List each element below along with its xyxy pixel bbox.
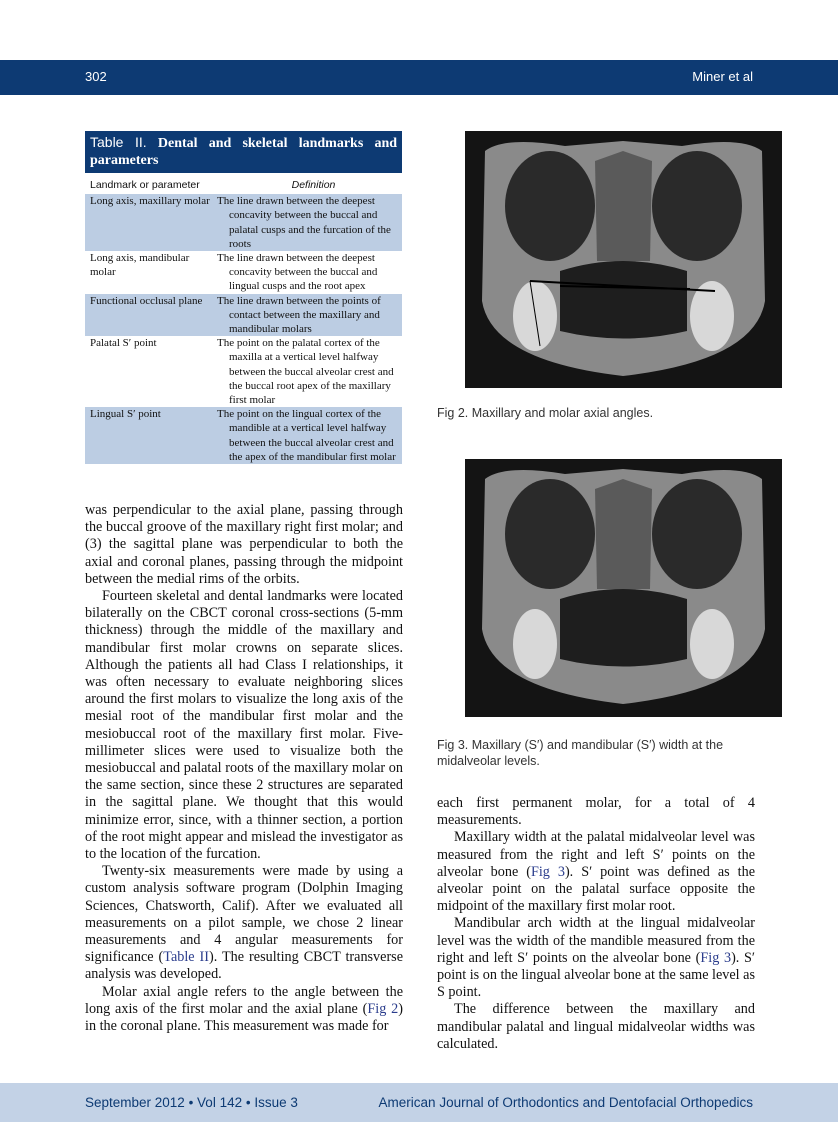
table-link[interactable]: Table II: [163, 949, 210, 966]
paragraph: Mandibular arch width at the lingual midalveolar level was the width of the mandible measured from the right and left S′ points on the alveolar bone (Fig 3). S′ point is on the lingual alveolar bone at the same level as S point.: [437, 915, 755, 1001]
paragraph: Molar axial angle refers to the angle between the long axis of the first molar and the axial plane (Fig 2) in the coronal plane. This measurement was made for: [85, 983, 403, 1035]
table-row: Palatal S′ point The point on the palatal cortex of the maxilla at a vertical level halfway between the buccal alveolar crest and the buccal root apex of the maxillary first molar: [90, 337, 394, 407]
table-title: Table II. Dental and skeletal landmarks and parameters: [85, 131, 402, 173]
running-header: [0, 60, 838, 95]
ct-scan-image: [465, 459, 782, 717]
figure-2-caption: Fig 2. Maxillary and molar axial angles.: [437, 406, 654, 420]
running-footer: [0, 1083, 838, 1122]
journal-name: American Journal of Orthodontics and Dentofacial Orthopedics: [378, 1095, 753, 1110]
paragraph: Fourteen skeletal and dental landmarks were located bilaterally on the CBCT coronal cross-sections (5-mm thickness) through the middle of the maxillary and mandibular first molar crowns on separate slices. Although the patients all had Class I relationships, it was often necessary to evaluate neighboring slices around the first molars to visualize the long axis of the mesial root of the mandibular first molar and the mesiobuccal root of the maxillary first molar. Five-millimeter slices were used to visualize both the mesiobuccal and palatal roots of the maxillary molar on the same section, since these 2 structures are separated in the sagittal plane. We thought that this would minimize error, since, with a thinner section, a portion of the root might appear and mislead the investigator as to the location of the furcation.: [85, 588, 403, 863]
left-column-text: [85, 502, 403, 1035]
paragraph: Maxillary width at the palatal midalveolar level was measured from the right and left S′ points on the alveolar bone (Fig 3). S′ point was defined as the alveolar point on the palatal surface opposite the midpoint of the maxillary first molar root.: [437, 829, 755, 915]
paragraph: was perpendicular to the axial plane, passing through the buccal groove of the maxillary right first molar; and (3) the sagittal plane was perpendicular to both the axial and coronal planes, passing through the midpoint between the medial rims of the orbits.: [85, 502, 403, 587]
table-row: Lingual S′ point The point on the lingual cortex of the mandible at a vertical level halfway between the buccal alveolar crest and the apex of the mandibular first molar: [85, 407, 402, 464]
table-landmarks: [85, 131, 402, 464]
table-header: Landmark or parameter Definition: [90, 179, 336, 191]
paragraph: each first permanent molar, for a total of 4 measurements.: [437, 795, 755, 829]
figure-link[interactable]: Fig 3: [700, 949, 732, 966]
paragraph: The difference between the maxillary and mandibular palatal and lingual midalveolar widths was calculated.: [437, 1001, 755, 1052]
issue-info: September 2012 • Vol 142 • Issue 3: [85, 1095, 298, 1110]
table-row: Long axis, maxillary molar The line drawn between the deepest concavity between the buccal and palatal cusps and the furcation of the roots: [85, 194, 402, 251]
ct-scan-image: [465, 131, 782, 388]
figure-link[interactable]: Fig 2: [367, 1000, 399, 1017]
figure-3-ct-image: [465, 459, 782, 717]
page-number: 302: [85, 69, 107, 84]
table-row: Functional occlusal plane The line drawn between the points of contact between the maxillary and mandibular molars: [85, 294, 402, 337]
figure-2-ct-image: [465, 131, 782, 388]
right-column-text: [437, 795, 755, 1053]
figure-3-caption: Fig 3. Maxillary (S′) and mandibular (S′) width at the midalveolar levels.: [437, 738, 724, 768]
table-row: Long axis, mandibular molar The line drawn between the deepest concavity between the buccal and lingual cusps and the root apex: [90, 252, 378, 293]
figure-link[interactable]: Fig 3: [530, 863, 565, 880]
running-authors: Miner et al: [692, 69, 753, 84]
paragraph: Twenty-six measurements were made by using a custom analysis software program (Dolphin Imaging Sciences, Chatsworth, Calif). After we evaluated all measurements on a pilot sample, we chose 2 linear measurements and 4 angular measurements for significance (Table II). The resulting CBCT transverse analysis was developed.: [85, 863, 403, 983]
